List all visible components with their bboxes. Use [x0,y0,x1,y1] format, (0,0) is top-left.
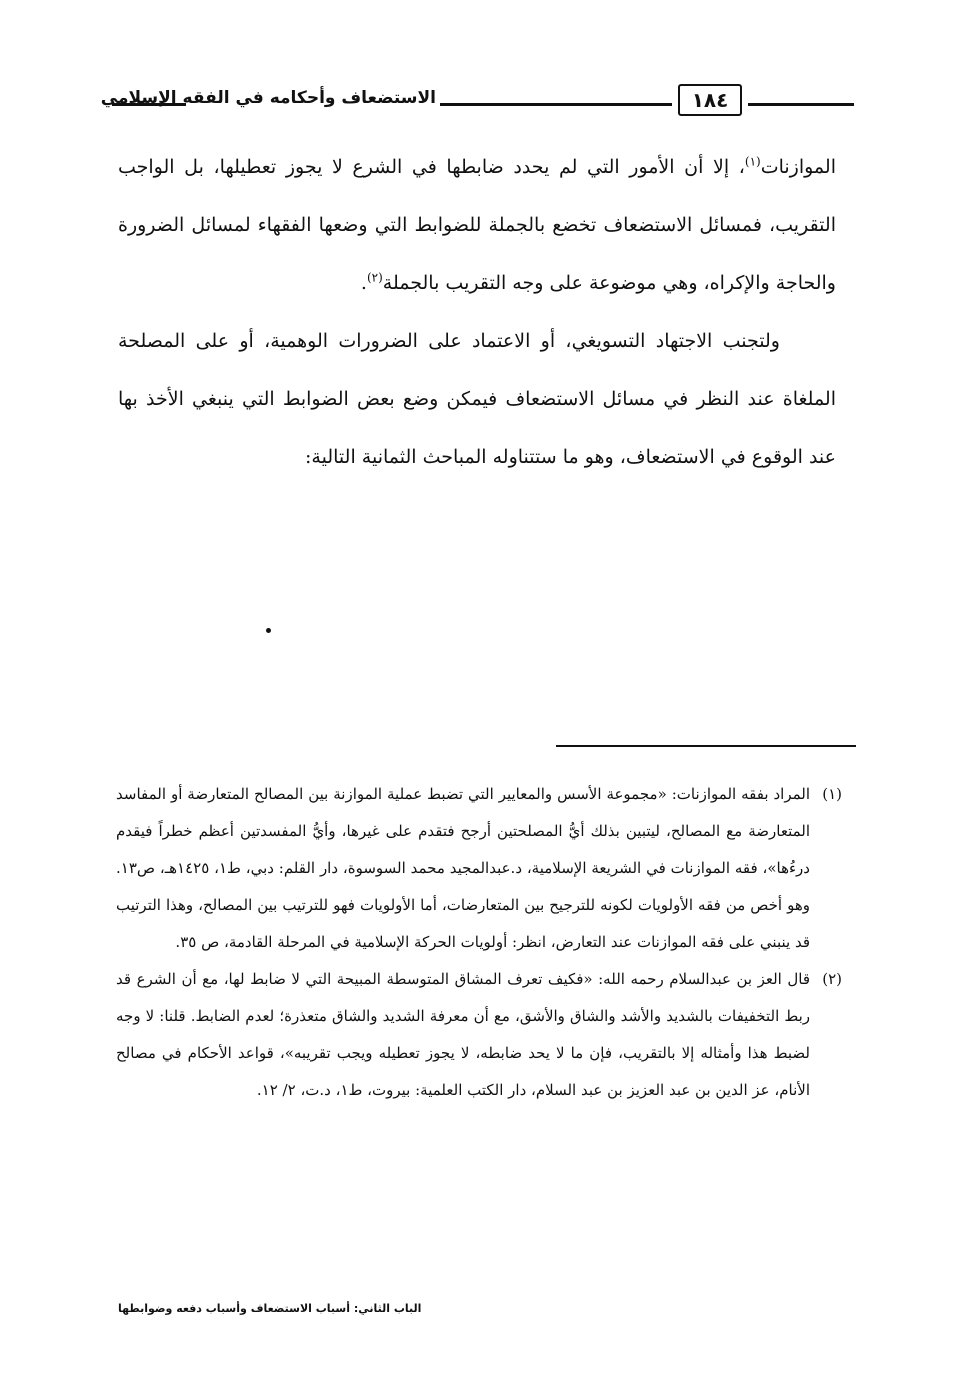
footnote-text: قال العز بن عبدالسلام رحمه الله: «فكيف تعرف المشاق المتوسطة المبيحة التي لا ضابط لها، مع أن الشرع قد ربط التخفيفات بالشديد والأشد والشاق والأشق، مع أن معرفة الشديد والشاق متعذرة؛ لعدم الضابط. قلنا: لا وجه لضبط هذا وأمثاله إلا بالتقريب، فإن ما لا يحد ضابطه، لا يجوز تعطيله ويجب تقريبه»، قواعد الأحكام في مصالح الأنام، عز الدين بن عبد العزيز بن عبد السلام، دار الكتب العلمية: بيروت، ط١، د.ت، ٢/ ١٢. [116,970,810,1099]
page-number: ١٨٤ [678,84,742,116]
paragraph-text: . [360,272,367,294]
main-text [118,138,836,486]
book-footer: الباب الثاني: أسباب الاستضعاف وأسباب دفعه وضوابطها [118,1302,422,1315]
footnote-separator [556,745,856,747]
header-rule [440,103,672,106]
footnotes [116,776,842,1109]
stray-dot [266,628,271,633]
footnote-1 [116,776,842,961]
footnote-2 [116,961,842,1109]
header-rule [748,103,854,106]
paragraph-2: ولتجنب الاجتهاد التسويغي، أو الاعتماد على الضرورات الوهمية، أو على المصلحة الملغاة عند النظر في مسائل الاستضعاف فيمكن وضع بعض الضوابط التي ينبغي الأخذ بها عند الوقوع في الاستضعاف، وهو ما ستتناوله المباحث الثمانية التالية: [118,330,836,468]
page-header [100,84,854,120]
paragraph-text: الموازنات [760,156,836,178]
footnote-number: (٢) [822,970,842,988]
footnote-ref-1[interactable]: (١) [744,154,761,169]
footnote-text: المراد بفقه الموازنات: «مجموعة الأسس والمعايير التي تضبط عملية الموازنة بين المصالح المتعارضة أو المفاسد المتعارضة مع المصالح، ليتبين بذلك أيُّ المصلحتين أرجح فتقدم على غيرها، وأيُّ المفسدتين أعظم خطراً فيقدم درءُها»، فقه الموازنات في الشريعة الإسلامية، د.عبدالمجيد محمد السوسوة، دار القلم: دبي، ط١، ١٤٢٥هـ، ص١٣. وهو أخص من فقه الأولويات لكونه للترجيح بين المتعارضات، أما الأولويات فهو للترتيب بين المصالح، وهذا الترتيب قد ينبني على فقه الموازنات عند التعارض، انظر: أولويات الحركة الإسلامية في المرحلة القادمة، ص ٣٥. [116,785,810,951]
running-title: الاستضعاف وأحكامه في الفقه الإسلامي [100,88,436,108]
paragraph-1 [118,138,836,312]
paragraph-text: ، إلا أن الأمور التي لم يحدد ضابطها في الشرع لا يجوز تعطيلها، بل الواجب التقريب، فمسائل الاستضعاف تخضع بالجملة للضوابط التي وضعها الفقهاء لمسائل الضرورة والحاجة والإكراه، وهي موضوعة على وجه التقريب بالجملة [118,156,836,294]
footnote-number: (١) [822,785,842,803]
footnote-ref-2[interactable]: (٢) [366,270,383,285]
